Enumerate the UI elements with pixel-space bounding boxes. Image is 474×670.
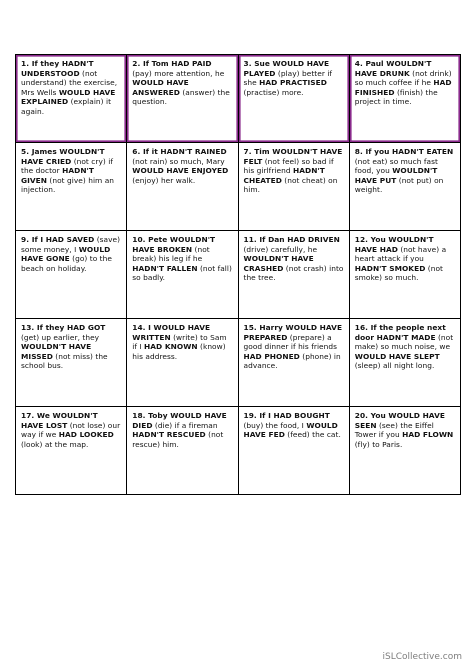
prompt-text: (not crash) into the tree. [243,263,344,283]
card-6 [127,143,238,231]
answer-text: WOULD HAVE ENJOYED [132,166,229,176]
card-5 [16,143,127,231]
card-10 [127,231,238,319]
worksheet [15,54,461,495]
prompt-text: (not feel) so bad if his girlfriend [243,156,334,176]
card-number: 17. [21,411,37,420]
answer-text: If I HAD SAVED [31,235,95,244]
prompt-text: (practise) more. [243,87,304,97]
answer-text: If the people next door HADN'T MADE [354,323,446,342]
prompt-text: (fly) to Paris. [354,439,403,449]
answer-text: If they HAD GOT [36,323,106,332]
card-number: 19. [243,411,260,420]
prompt-text: (pay) more attention, he [132,68,225,78]
answer-text: WOULD HAVE GONE [21,244,111,264]
card-16 [350,319,461,407]
card-number: 13. [21,323,37,332]
answer-text: If Tom HAD PAID [142,59,212,68]
prompt-text: (play) better if she [243,68,333,88]
answer-text: HADN'T FALLEN [132,263,198,273]
card-18 [127,407,238,495]
card-number: 12. [354,235,371,244]
card-4 [350,55,461,143]
card-number: 4. [354,59,366,68]
card-15 [239,319,350,407]
prompt-text: (explain) it again. [21,97,112,116]
card-7 [239,143,350,231]
card-9 [16,231,127,319]
prompt-text: (prepare) a good dinner if his friends [243,332,338,352]
answer-text: WOULDN'T HAVE MISSED [21,342,92,361]
answer-text: If it HADN'T RAINED [142,147,227,156]
prompt-text: (enjoy) her walk. [132,175,196,185]
card-13 [16,319,127,407]
answer-text: If you HADN'T EATEN [365,147,454,156]
site-watermark: iSLCollective.com [382,652,462,662]
answer-text: Pete WOULDN'T HAVE BROKEN [132,235,216,254]
prompt-text: (not fall) so badly. [132,263,232,283]
answer-text: HAD LOOKED [58,430,114,440]
answer-text: HADN'T RESCUED [132,430,206,440]
card-2 [127,55,238,143]
answer-text: If Dan HAD DRIVEN [259,235,340,244]
prompt-text: (not put) on weight. [354,175,444,195]
card-number: 9. [21,235,32,244]
answer-text: Sue WOULD HAVE PLAYED [243,59,330,78]
card-20 [350,407,461,495]
prompt-text: (answer) the question. [132,87,230,107]
prompt-text: (feed) the cat. [284,430,341,440]
card-number: 6. [132,147,143,156]
answer-text: You WOULDN'T HAVE HAD [354,235,434,254]
prompt-text: (not break) his leg if he [132,244,210,264]
answer-text: WOULD HAVE SLEPT [354,351,440,361]
answer-text: HAD KNOWN [144,342,198,352]
card-number: 20. [354,411,371,420]
card-11 [239,231,350,319]
prompt-text: (die) if a fireman [152,420,218,430]
card-number: 11. [243,235,260,244]
card-number: 10. [132,235,149,244]
answer-text: WOULD HAVE ANSWERED [132,78,189,97]
card-number: 2. [132,59,143,68]
prompt-text: (look) at the map. [21,439,89,449]
prompt-text: (not miss) the school bus. [21,351,108,371]
card-number: 1. [21,59,32,68]
card-3 [239,55,350,143]
card-number: 3. [243,59,255,68]
answer-text: HADN'T CHEATED [243,166,325,185]
answer-text: If they HADN'T UNDERSTOOD [21,59,94,78]
card-grid [15,54,461,495]
card-number: 18. [132,411,149,420]
card-number: 8. [354,147,366,156]
answer-text: HADN'T GIVEN [21,166,94,185]
answer-text: HADN'T SMOKED [354,263,426,273]
answer-text: HAD FLOWN [402,430,454,440]
prompt-text: (not eat) so much fast food, you [354,156,438,176]
answer-text: If I HAD BOUGHT [259,411,330,420]
prompt-text: (not rain) so much, Mary [132,156,225,166]
answer-text: WOULD HAVE EXPLAINED [21,87,116,107]
prompt-text: (know) his address. [132,342,226,361]
answer-text: Paul WOULDN'T HAVE DRUNK [354,59,432,78]
answer-text: Harry WOULD HAVE PREPARED [243,323,343,342]
prompt-text: (finish) the project in time. [354,87,438,107]
answer-text: You WOULD HAVE SEEN [354,411,445,430]
prompt-text: (not understand) the exercise, Mrs Wells [21,68,118,97]
prompt-text: (save) some money, I [21,235,121,254]
card-17 [16,407,127,495]
prompt-text: (not have) a heart attack if you [354,244,447,264]
answer-text: HAD FINISHED [354,78,452,97]
card-number: 14. [132,323,149,332]
card-8 [350,143,461,231]
answer-text: WOULDN'T HAVE CRASHED [243,254,314,273]
card-number: 5. [21,147,32,156]
prompt-text: (get) up earlier, they [21,332,100,342]
card-12 [350,231,461,319]
card-19 [239,407,350,495]
card-number: 7. [243,147,255,156]
prompt-text: (write) to Sam if I [132,332,227,352]
prompt-text: (not lose) our way if we [21,420,121,440]
card-14 [127,319,238,407]
answer-text: James WOULDN'T HAVE CRIED [21,147,105,166]
prompt-text: (not cheat) on him. [243,175,338,195]
card-number: 16. [354,323,371,332]
answer-text: I WOULD HAVE WRITTEN [132,323,211,342]
answer-text: HAD PRACTISED [259,78,327,88]
prompt-text: (phone) in advance. [243,351,341,371]
answer-text: WOULDN'T HAVE PUT [354,166,438,185]
prompt-text: (not drink) so much coffee if he [354,68,452,88]
answer-text: We WOULDN'T HAVE LOST [21,411,98,430]
prompt-text: (drive) carefully, he [243,244,318,254]
answer-text: WOULD HAVE FED [243,420,338,440]
prompt-text: (see) the Eiffel Tower if you [354,420,434,440]
card-1 [16,55,127,143]
prompt-text: (buy) the food, I [243,420,307,430]
prompt-text: (not smoke) so much. [354,263,443,283]
prompt-text: (not rescue) him. [132,430,224,449]
card-number: 15. [243,323,260,332]
prompt-text: (sleep) all night long. [354,361,435,371]
answer-text: Tim WOULDN'T HAVE FELT [243,147,343,166]
answer-text: Toby WOULD HAVE DIED [132,411,227,430]
prompt-text: (not make) so much noise, we [354,332,454,352]
answer-text: HAD PHONED [243,351,300,361]
prompt-text: (not cry) if the doctor [21,156,113,176]
prompt-text: (not give) him an injection. [21,175,115,195]
prompt-text: (go) to the beach on holiday. [21,254,112,273]
